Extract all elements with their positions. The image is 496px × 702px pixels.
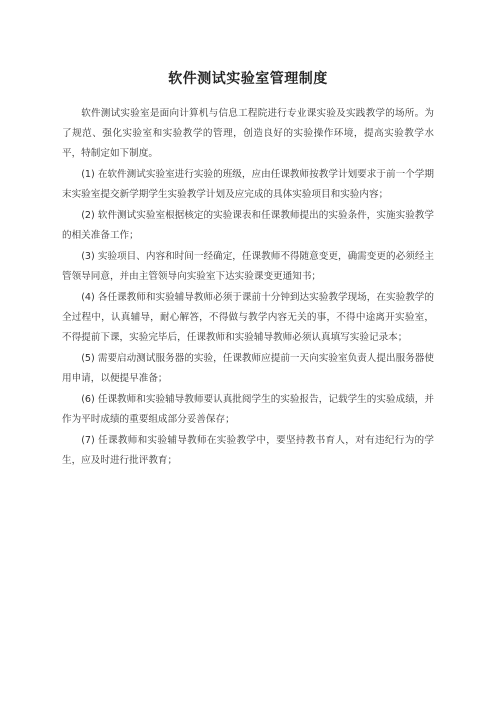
paragraph-rule-6: (6) 任课教师和实验辅导教师要认真批阅学生的实验报告，记载学生的实验成绩，并作为平时成绩的重要组成部分妥善保存； <box>62 394 434 425</box>
paragraph-rule-4: (4) 各任课教师和实验辅导教师必须于课前十分钟到达实验教学现场，在实验教学的全过程中，认真辅导，耐心解答，不得做与教学内容无关的事，不得中途离开实验室，不得提前下课，实验完毕后，任课教师和实验辅导教师必须认真填写实验记录本； <box>62 292 434 343</box>
paragraph-rule-1: (1) 在软件测试实验室进行实验的班级，应由任课教师按教学计划要求于前一个学期末实验室提交新学期学生实验教学计划及应完成的具体实验项目和实验内容； <box>62 169 434 200</box>
paragraph-rule-3: (3) 实验项目、内容和时间一经确定，任课教师不得随意变更，确需变更的必须经主管领导同意，并由主管领导向实验室下达实验课变更通知书； <box>62 251 434 282</box>
document-page <box>62 70 434 472</box>
paragraph-rule-5: (5) 需要启动测试服务器的实验，任课教师应提前一天向实验室负责人提出服务器使用申请，以便提早准备； <box>62 353 434 384</box>
document-title: 软件测试实验室管理制度 <box>168 71 328 87</box>
paragraph-rule-2: (2) 软件测试实验室根据核定的实验课表和任课教师提出的实验条件，实施实验教学的相关准备工作； <box>62 210 434 241</box>
paragraph-intro: 软件测试实验室是面向计算机与信息工程院进行专业课实验及实践教学的场所。为了规范、强化实验室和实验教学的管理，创造良好的实验操作环境，提高实验教学水平，特制定如下制度。 <box>62 108 434 159</box>
paragraph-rule-7: (7) 任课教师和实验辅导教师在实验教学中，要坚持教书育人，对有违纪行为的学生，应及时进行批评教育； <box>62 435 434 466</box>
